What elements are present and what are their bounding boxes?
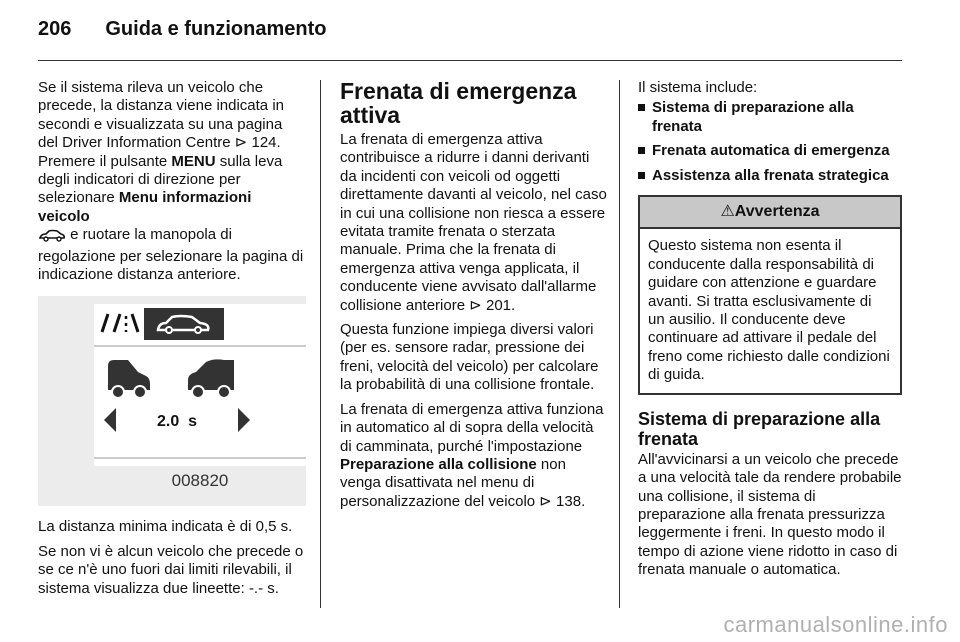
list-item: Assistenza alla frenata strategica: [638, 167, 902, 185]
page-ref: 124: [251, 134, 277, 152]
section-heading: Frenata di emergenza attiva: [340, 78, 577, 128]
warning-title: ⚠Avvertenza: [640, 197, 900, 229]
paragraph: Se non vi è alcun veicolo che precede o se ce n'è uno fuori dai limiti rilevabili, il sistema visualizza due lineette: -.- s.: [38, 542, 304, 597]
paragraph: La distanza minima indicata è di 0,5 s.: [38, 518, 293, 536]
column-left: [38, 79, 306, 604]
warning-box: [638, 195, 902, 395]
paragraph: Il sistema include:: [638, 79, 758, 96]
list-item: Frenata automatica di emergenza: [638, 142, 902, 160]
column-divider: [320, 80, 321, 608]
page-number: 206: [38, 18, 72, 40]
paragraph: All'avvicinarsi a un veicolo che precede a una velocità tale da rendere probabile una collisione, il sistema di preparazione alla frenata pressurizza leggermente i freni. In questo modo il tempo di azione viene ridotto in caso di frenata manuale o automatica.: [638, 450, 902, 579]
page-ref-icon: ⊳: [234, 134, 248, 152]
list-item: Sistema di preparazione alla frenata: [638, 99, 902, 136]
distance-display-figure: [38, 296, 306, 506]
page-ref-icon: ⊳: [469, 296, 482, 314]
header-rule: [38, 60, 902, 61]
subsection-heading: Sistema di preparazione alla frenata: [638, 408, 881, 449]
warning-text: Questo sistema non esenta il conducente dalla responsabilità di guidare con attenzione e guardare avanti. Si tratta esclusivamente di un ausilio. Il conducente deve continuare ad attivare il pedale del freno come richiesto dalle condizioni di guida.: [648, 237, 890, 384]
selected-tab: [144, 308, 224, 340]
menu-button-label: MENU: [171, 152, 216, 170]
paragraph: Se il sistema rileva un veicolo che precede, la distanza viene indicata in secondi e visualizzata su una pagina del Driver Information Centre ⊳ 124. Premere il pulsante MENU sulla leva degli indicatori di direzione per selezionare Menu informazioni veicolo e ruotare la manopola di regolazione per selezionare la pagina di indicazione distanza anteriore.: [38, 79, 304, 284]
column-divider: [619, 80, 620, 608]
watermark: carmanualsonline.info: [723, 612, 948, 637]
page-header: [38, 18, 327, 41]
paragraph: Questa funzione impiega diversi valori (per es. sensore radar, pressione dei freni, velocità del veicolo) per calcolare la probabilità di una collisione frontale.: [340, 321, 599, 394]
warning-icon: ⚠: [720, 203, 735, 221]
paragraph: La frenata di emergenza attiva contribuisce a ridurre i danni derivanti da incidenti con veicoli od oggetti direttamente davanti al veicolo, nel caso in cui una collisione non riesca a essere evitata tramite frenata o sterzata manuale. Prima che la frenata di emergenza attiva venga applicata, il conducente viene avvisato dall'allarme collisione anteriore ⊳ 201.: [340, 131, 607, 314]
car-icon: [38, 228, 66, 247]
page-ref: 138: [556, 492, 582, 510]
menu-item-label: Menu informazioni veicolo: [38, 189, 252, 225]
page-ref: 201: [486, 296, 512, 314]
column-right: [638, 79, 902, 586]
paragraph: La frenata di emergenza attiva funziona in automatico al di sopra della velocità di camminata, purché l'impostazione Preparazione alla collisione non venga disattivata nel menu di personalizzazione del veicolo ⊳ 138.: [340, 400, 604, 510]
distance-readout: 2.0 s: [156, 413, 198, 431]
page-ref-icon: ⊳: [539, 492, 552, 510]
odometer-readout: 008820: [171, 471, 229, 491]
page-title: Guida e funzionamento: [105, 18, 327, 40]
column-middle: [340, 79, 608, 517]
setting-label: Preparazione alla collisione: [340, 455, 537, 473]
feature-list: [638, 99, 902, 185]
